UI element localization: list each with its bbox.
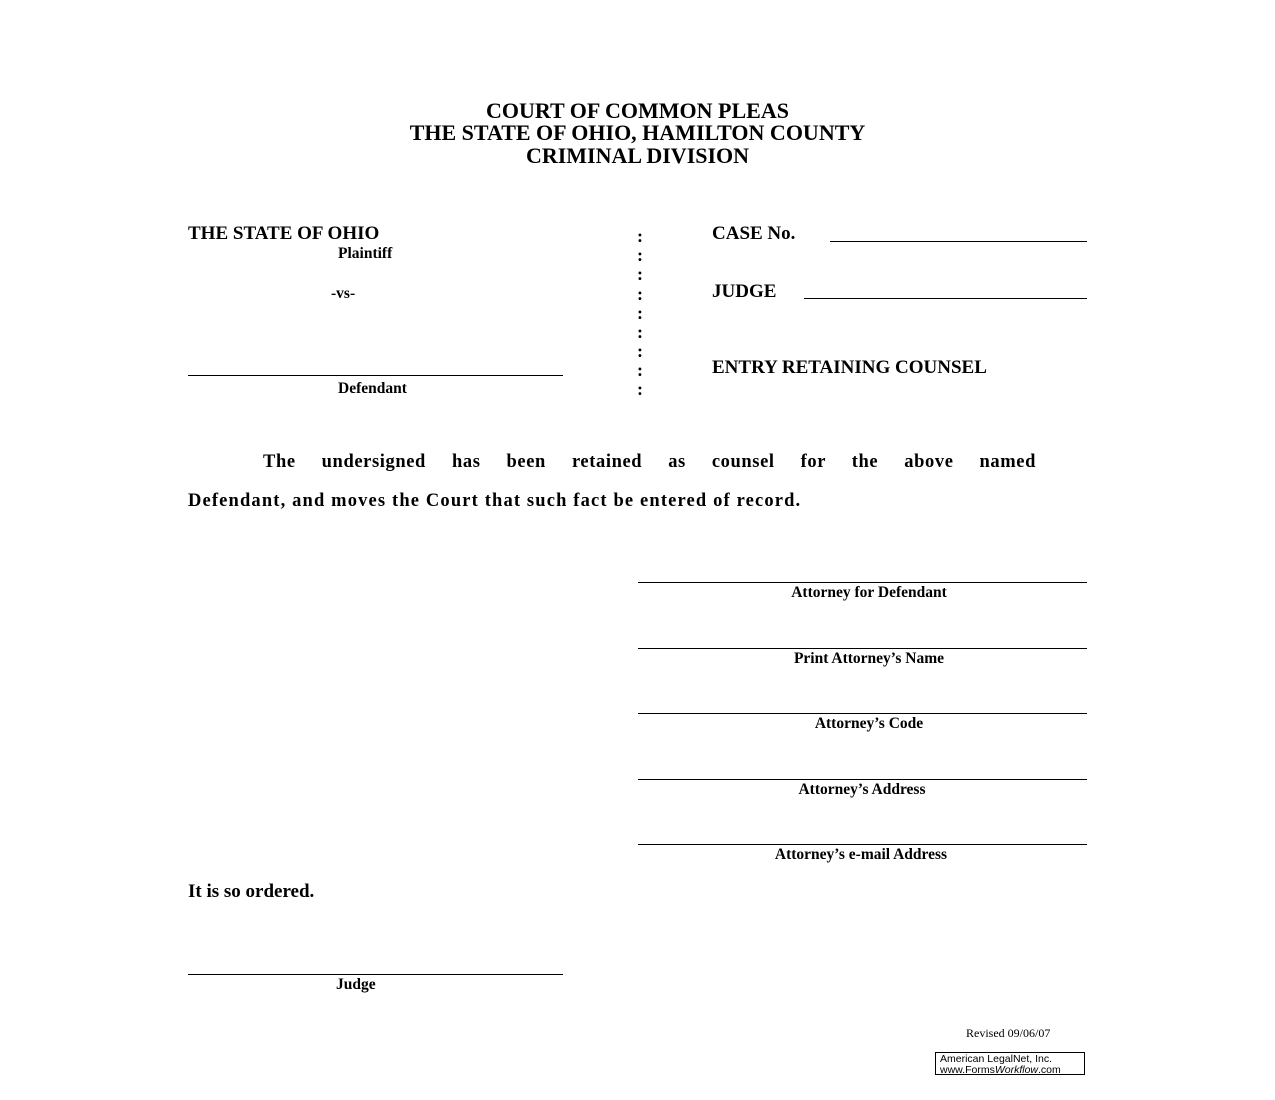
caption-colon: : (637, 379, 643, 399)
order-statement: It is so ordered. (188, 881, 315, 902)
publisher-url[interactable]: www.FormsWorkflow.com (940, 1063, 1061, 1076)
attorney-address-line[interactable] (638, 779, 1087, 780)
defendant-label: Defendant (338, 380, 407, 397)
attorney-name-line[interactable] (638, 648, 1087, 649)
attorney-address-label: Attorney’s Address (798, 781, 926, 798)
case-number-field[interactable] (830, 241, 1087, 242)
body-paragraph-line: The undersigned has been retained as counsel for the above named (263, 452, 1036, 472)
entry-title: ENTRY RETAINING COUNSEL (712, 357, 987, 378)
state-county: THE STATE OF OHIO, HAMILTON COUNTY (409, 120, 866, 145)
body-paragraph-line: Defendant, and moves the Court that such fact be entered of record. (188, 491, 802, 511)
publisher-name: American LegalNet, Inc. (940, 1053, 1053, 1065)
judge-label: JUDGE (712, 281, 777, 302)
caption-colon: : (637, 303, 643, 323)
caption-colon: : (637, 245, 643, 265)
plaintiff-name: THE STATE OF OHIO (188, 223, 380, 244)
caption-colon: : (637, 360, 643, 380)
print-attorney-name-label: Print Attorney’s Name (793, 650, 945, 667)
judge-signature-line[interactable] (188, 974, 563, 975)
attorney-email-label: Attorney’s e-mail Address (774, 846, 948, 863)
caption-colon: : (637, 322, 643, 342)
attorney-signature-line[interactable] (638, 582, 1087, 583)
versus-label: -vs- (331, 285, 356, 302)
defendant-name-line[interactable] (188, 375, 563, 376)
attorney-for-defendant-label: Attorney for Defendant (791, 584, 947, 601)
publisher-box (935, 1052, 1085, 1075)
court-name: COURT OF COMMON PLEAS (486, 98, 789, 123)
attorney-code-line[interactable] (638, 713, 1087, 714)
judge-signature-label: Judge (336, 976, 376, 993)
attorney-code-label: Attorney’s Code (814, 715, 924, 732)
case-number-label: CASE No. (712, 223, 796, 244)
caption-colon: : (637, 341, 643, 361)
attorney-email-line[interactable] (638, 844, 1087, 845)
revised-date: Revised 09/06/07 (966, 1026, 1051, 1040)
judge-field[interactable] (804, 298, 1087, 299)
division-name: CRIMINAL DIVISION (525, 143, 750, 168)
caption-colon: : (637, 284, 643, 304)
caption-colon: : (637, 226, 643, 246)
plaintiff-label: Plaintiff (338, 245, 393, 262)
caption-colon: : (637, 264, 643, 284)
